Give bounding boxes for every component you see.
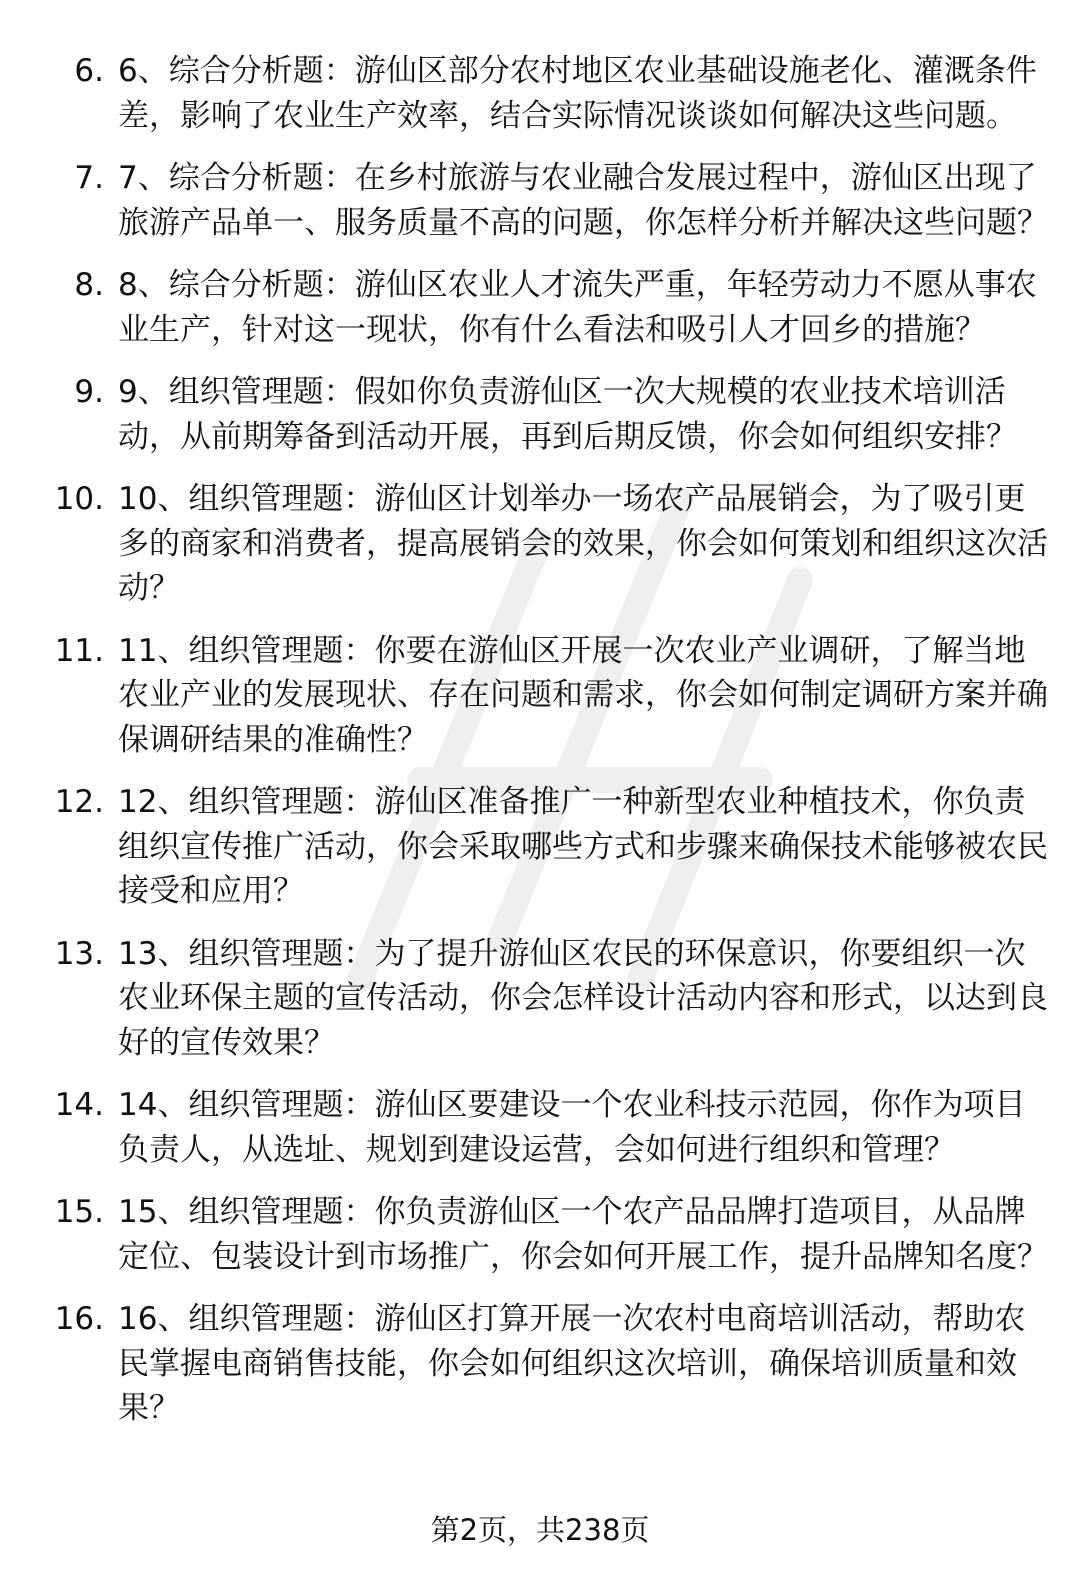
question-number: 9. <box>74 374 104 410</box>
question-text: 15、组织管理题：你负责游仙区一个农产品品牌打造项目，从品牌定位、包装设计到市场推广，你会如何开展工作，提升品牌知名度？ <box>118 1194 1048 1275</box>
list-item <box>0 156 1080 245</box>
question-list <box>0 49 1080 1449</box>
list-item <box>0 370 1080 459</box>
question-text: 16、组织管理题：游仙区打算开展一次农村电商培训活动，帮助农民掌握电商销售技能，你会如何组织这次培训，确保培训质量和效果？ <box>118 1301 1026 1426</box>
question-number: 13. <box>54 935 104 972</box>
list-item <box>0 1190 1080 1279</box>
question-number: 16. <box>54 1301 104 1337</box>
list-item <box>0 477 1080 611</box>
list-item <box>0 49 1080 138</box>
list-item <box>0 1297 1080 1431</box>
question-number: 6. <box>74 53 104 89</box>
question-text: 11、组织管理题：你要在游仙区开展一次农业产业调研，了解当地农业产业的发展现状、存在问题和需求，你会如何制定调研方案并确保调研结果的准确性？ <box>118 632 1048 758</box>
question-number: 11. <box>54 632 104 669</box>
question-text: 10、组织管理题：游仙区计划举办一场农产品展销会，为了吸引更多的商家和消费者，提高展销会的效果，你会如何策划和组织这次活动？ <box>118 481 1048 606</box>
question-text: 13、组织管理题：为了提升游仙区农民的环保意识，你要组织一次农业环保主题的宣传活动，你会怎样设计活动内容和形式，以达到良好的宣传效果？ <box>118 935 1048 1061</box>
question-text: 12、组织管理题：游仙区准备推广一种新型农业种植技术，你负责组织宣传推广活动，你会采取哪些方式和步骤来确保技术能够被农民接受和应用？ <box>118 784 1048 909</box>
question-number: 14. <box>54 1087 104 1123</box>
list-item <box>0 932 1080 1066</box>
question-number: 10. <box>54 481 104 517</box>
question-text: 7、综合分析题：在乡村旅游与农业融合发展过程中，游仙区出现了旅游产品单一、服务质量不高的问题，你怎样分析并解决这些问题？ <box>118 160 1048 241</box>
question-text: 6、综合分析题：游仙区部分农村地区农业基础设施老化、灌溉条件差，影响了农业生产效率，结合实际情况谈谈如何解决这些问题。 <box>118 53 1037 134</box>
question-text: 14、组织管理题：游仙区要建设一个农业科技示范园，你作为项目负责人，从选址、规划到建设运营，会如何进行组织和管理？ <box>118 1087 1026 1168</box>
question-text: 9、组织管理题：假如你负责游仙区一次大规模的农业技术培训活动，从前期筹备到活动开展，再到后期反馈，你会如何组织安排？ <box>118 374 1017 455</box>
question-number: 15. <box>54 1194 104 1230</box>
page-indicator: 第2页，共238页 <box>430 1513 650 1547</box>
list-item <box>0 263 1080 352</box>
list-item <box>0 629 1080 763</box>
question-text: 8、综合分析题：游仙区农业人才流失严重，年轻劳动力不愿从事农业生产，针对这一现状，你有什么看法和吸引人才回乡的措施？ <box>118 267 1037 348</box>
question-number: 7. <box>74 160 104 196</box>
question-number: 12. <box>54 784 104 820</box>
list-item <box>0 1083 1080 1172</box>
list-item <box>0 780 1080 914</box>
question-number: 8. <box>74 267 104 303</box>
